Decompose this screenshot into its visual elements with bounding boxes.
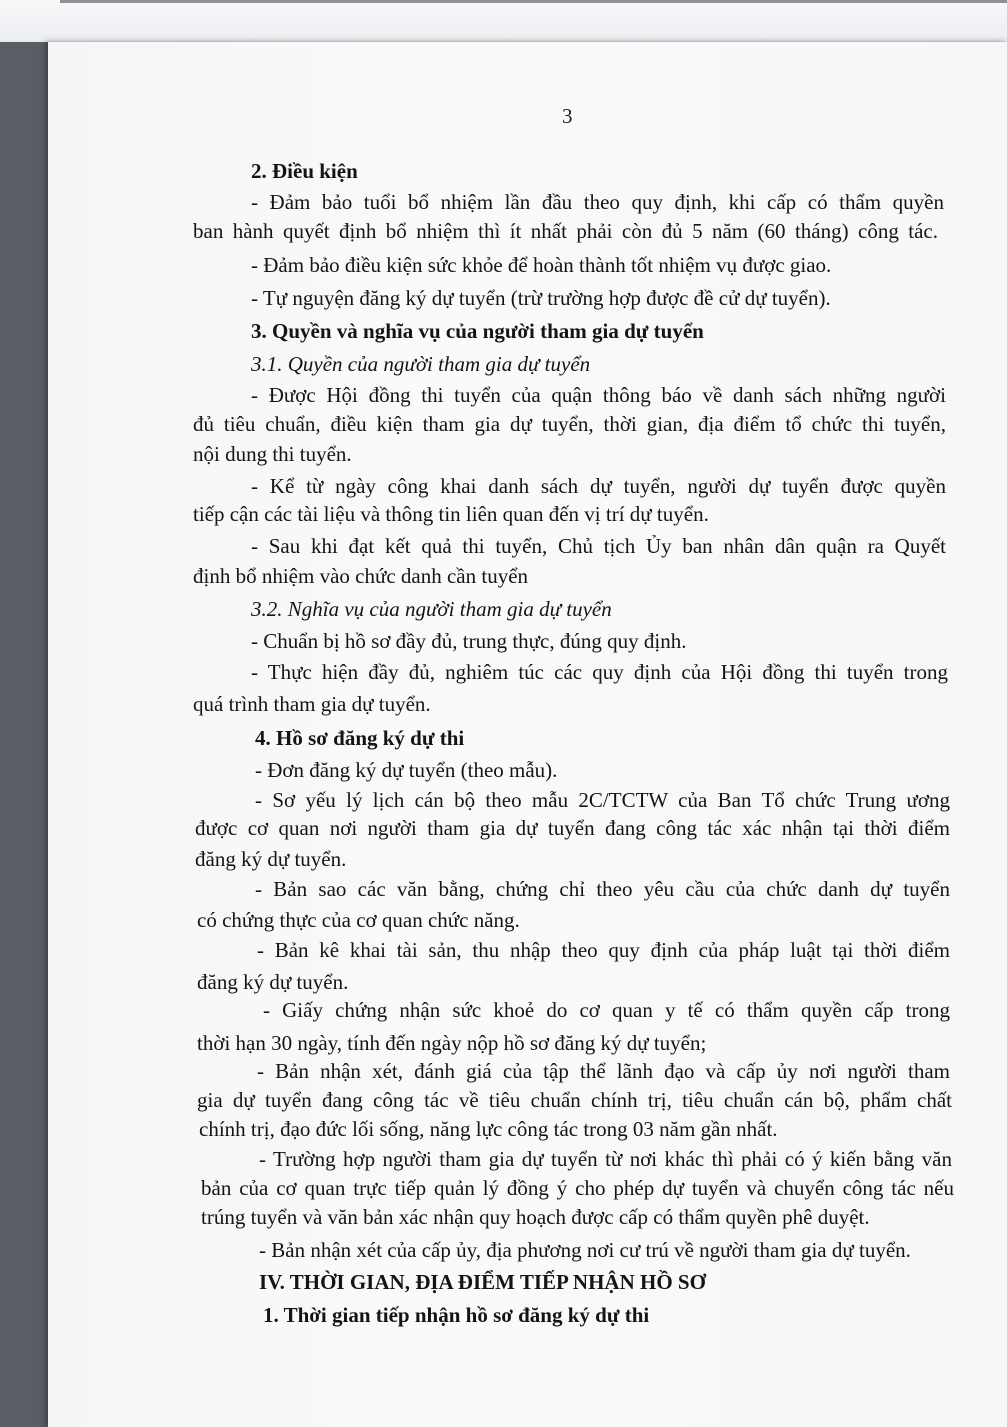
subheading-rights: 3.1. Quyền của người tham gia dự tuyển (251, 352, 591, 376)
paragraph-line: - Sau khi đạt kết quả thi tuyển, Chủ tịch Ủy ban nhân dân quận ra Quyết (251, 534, 946, 558)
paragraph-line: bản của cơ quan trực tiếp quản lý đồng ý cho phép dự tuyển và chuyển công tác nếu (201, 1176, 954, 1200)
paragraph-line: tiếp cận các tài liệu và thông tin liên quan đến vị trí dự tuyển. (193, 502, 709, 526)
paragraph-line: có chứng thực của cơ quan chức năng. (197, 908, 520, 932)
paragraph-line: - Đảm bảo tuổi bổ nhiệm lần đầu theo quy định, khi cấp có thẩm quyền (251, 190, 944, 214)
paragraph-line: - Tự nguyện đăng ký dự tuyển (trừ trường hợp được đề cử dự tuyển). (251, 286, 831, 310)
heading-submission-time: 1. Thời gian tiếp nhận hồ sơ đăng ký dự thi (263, 1303, 650, 1327)
paragraph-line: thời hạn 30 ngày, tính đến ngày nộp hồ sơ đăng ký dự tuyển; (197, 1031, 707, 1055)
paragraph-line: - Bản kê khai tài sản, thu nhập theo quy định của pháp luật tại thời điểm (257, 938, 950, 962)
paragraph-line: - Kể từ ngày công khai danh sách dự tuyển, người dự tuyển được quyền (251, 474, 946, 498)
paragraph-line: - Bản nhận xét của cấp ủy, địa phương nơi cư trú về người tham gia dự tuyển. (259, 1238, 911, 1262)
subheading-obligations: 3.2. Nghĩa vụ của người tham gia dự tuyển (251, 597, 612, 621)
paragraph-line: - Giấy chứng nhận sức khoẻ do cơ quan y tế có thẩm quyền cấp trong (263, 998, 950, 1022)
paragraph-line: - Bản nhận xét, đánh giá của tập thể lãnh đạo và cấp ủy nơi người tham (257, 1059, 950, 1083)
paragraph-line: chính trị, đạo đức lối sống, năng lực công tác trong 03 năm gần nhất. (199, 1117, 778, 1141)
paragraph-line: định bổ nhiệm vào chức danh cần tuyển (193, 564, 529, 588)
heading-conditions: 2. Điều kiện (251, 159, 358, 183)
page-number: 3 (562, 104, 573, 128)
paragraph-line: nội dung thi tuyển. (193, 442, 352, 466)
paragraph-line: ban hành quyết định bổ nhiệm thì ít nhất phải còn đủ 5 năm (60 tháng) công tác. (193, 219, 938, 243)
paragraph-line: trúng tuyển và văn bản xác nhận quy hoạch được cấp có thẩm quyền phê duyệt. (201, 1205, 870, 1229)
section-heading-iv: IV. THỜI GIAN, ĐỊA ĐIỂM TIẾP NHẬN HỒ SƠ (259, 1270, 706, 1294)
paragraph-line: gia dự tuyển đang công tác về tiêu chuẩn chính trị, tiêu chuẩn cán bộ, phẩm chất (197, 1088, 952, 1112)
paragraph-line: - Được Hội đồng thi tuyển của quận thông báo về danh sách những người (251, 383, 946, 407)
paragraph-line: - Sơ yếu lý lịch cán bộ theo mẫu 2C/TCTW của Ban Tổ chức Trung ương (255, 788, 950, 812)
heading-rights-obligations: 3. Quyền và nghĩa vụ của người tham gia dự tuyển (251, 319, 704, 343)
paragraph-line: đủ tiêu chuẩn, điều kiện tham gia dự tuyển, thời gian, địa điểm tổ chức thi tuyển, (193, 412, 946, 436)
paragraph-line: - Trường hợp người tham gia dự tuyển từ nơi khác thì phải có ý kiến bằng văn (259, 1147, 952, 1171)
paragraph-line: đăng ký dự tuyển. (195, 847, 347, 871)
paragraph-line: quá trình tham gia dự tuyển. (193, 692, 431, 716)
paragraph-line: - Đơn đăng ký dự tuyển (theo mẫu). (255, 758, 558, 782)
paragraph-line: - Thực hiện đầy đủ, nghiêm túc các quy định của Hội đồng thi tuyển trong (251, 660, 948, 684)
paragraph-line: được cơ quan nơi người tham gia dự tuyển đang công tác xác nhận tại thời điểm (195, 816, 950, 840)
heading-application-file: 4. Hồ sơ đăng ký dự thi (255, 726, 465, 750)
paragraph-line: đăng ký dự tuyển. (197, 970, 349, 994)
paragraph-line: - Bản sao các văn bằng, chứng chỉ theo yêu cầu của chức danh dự tuyển (255, 877, 950, 901)
paragraph-line: - Chuẩn bị hồ sơ đầy đủ, trung thực, đúng quy định. (251, 629, 687, 653)
paragraph-line: - Đảm bảo điều kiện sức khỏe để hoàn thành tốt nhiệm vụ được giao. (251, 253, 832, 277)
